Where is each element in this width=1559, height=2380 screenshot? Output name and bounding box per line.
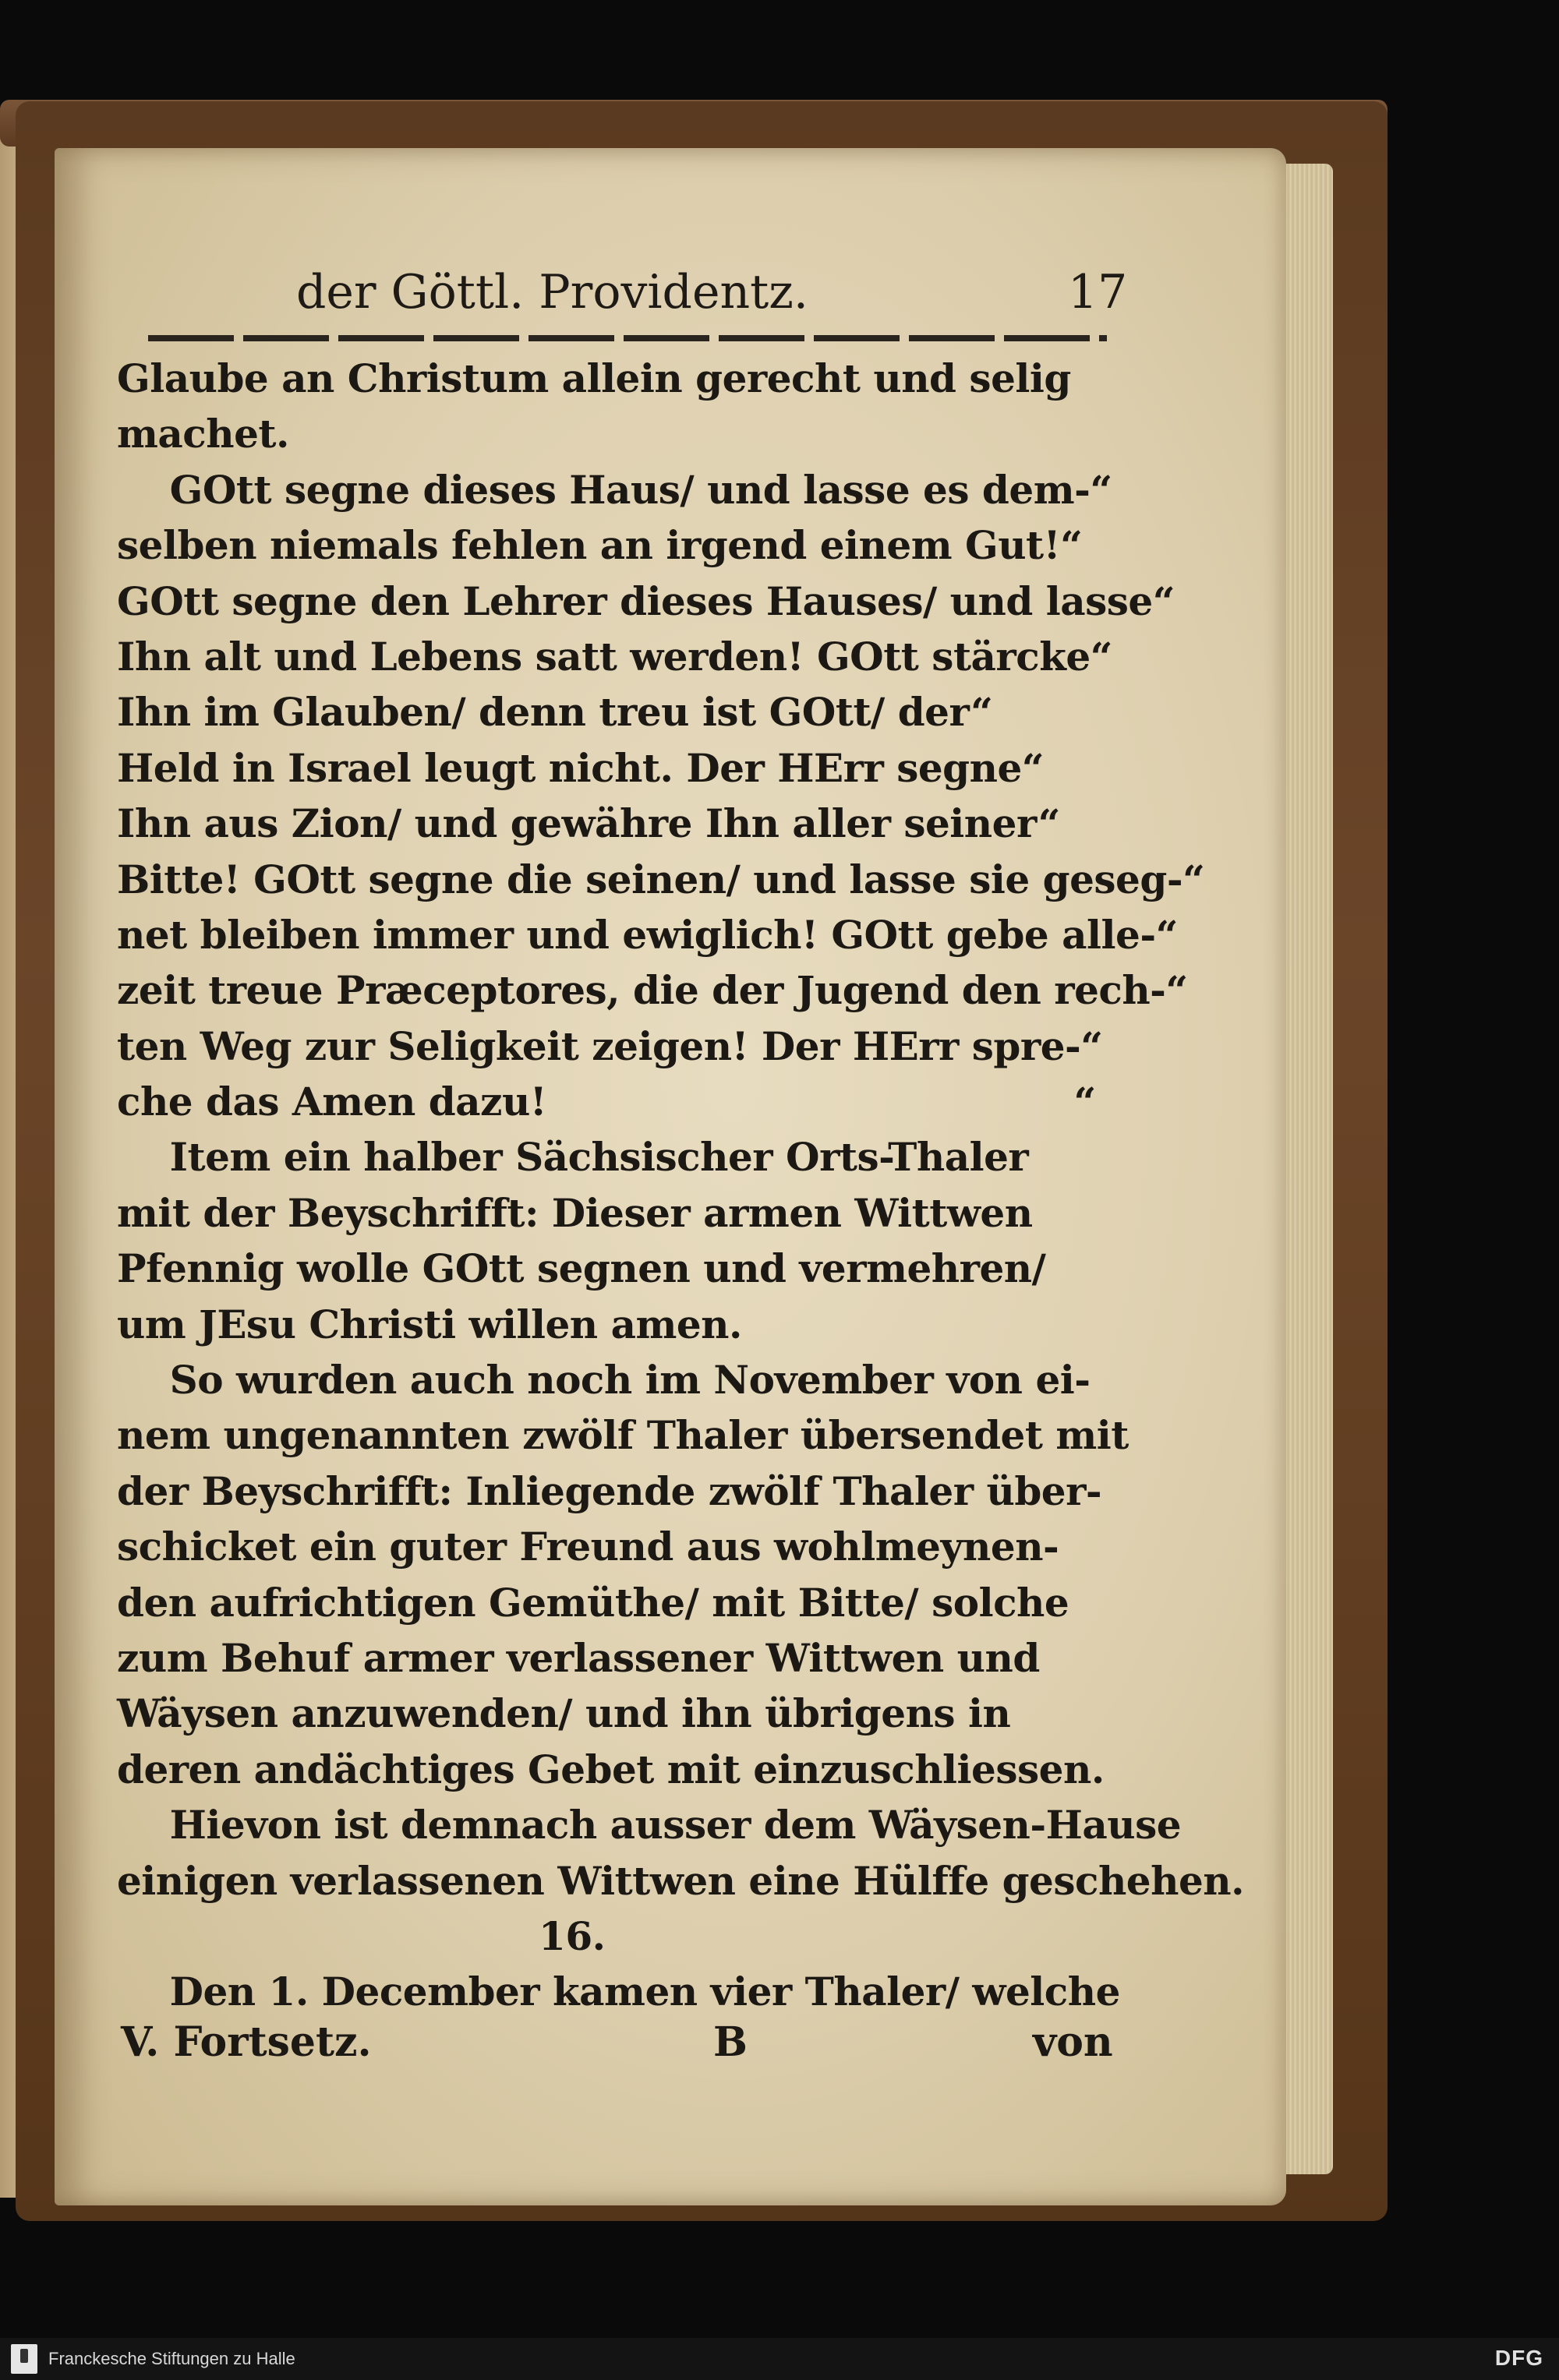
page-footer (121, 2018, 1111, 2081)
text-line: che das Amen dazu! “ (117, 1079, 1096, 1125)
text-line: den aufrichtigen Gemüthe/ mit Bitte/ solche (117, 1579, 1069, 1626)
text-line: Glaube an Christum allein gerecht und selig (117, 355, 1071, 401)
signature-line: V. Fortsetz. (121, 2018, 372, 2066)
running-head: der Göttl. Providentz. (296, 265, 808, 320)
text-line: Item ein halber Sächsischer Orts-Thaler (117, 1134, 1029, 1181)
text-line: 16. (117, 1912, 606, 1959)
text-line: Wäysen anzuwenden/ und ihn übrigens in (117, 1690, 1011, 1737)
text-line: Bitte! GOtt segne die seinen/ und lasse sie geseg-“ (117, 856, 1205, 902)
text-line: net bleiben immer und ewiglich! GOtt gebe alle-“ (117, 911, 1178, 958)
catchword: von (1033, 2018, 1113, 2066)
body-text (117, 351, 1245, 2020)
dfg-logo: DFG (1494, 2346, 1543, 2370)
text-line: zum Behuf armer verlassener Wittwen und (117, 1634, 1040, 1681)
text-line: einigen verlassenen Wittwen eine Hülffe geschehen. (117, 1857, 1245, 1904)
text-line: GOtt segne dieses Haus/ und lasse es dem-“ (117, 466, 1112, 513)
text-line: der Beyschrifft: Inliegende zwölf Thaler über- (117, 1467, 1102, 1514)
text-line: selben niemals fehlen an irgend einem Gut!“ (117, 522, 1083, 569)
text-line: um JEsu Christi willen amen. (117, 1301, 742, 1347)
text-line: zeit treue Præceptores, die der Jugend den rech-“ (117, 967, 1188, 1014)
text-line: deren andächtiges Gebet mit einzuschliessen. (117, 1746, 1105, 1792)
institution-logo-icon (11, 2344, 37, 2374)
page-edges (1286, 164, 1333, 2174)
viewer-footer-bar (0, 2338, 1559, 2380)
page-number: 17 (1068, 265, 1128, 320)
signature-mark: B (713, 2018, 748, 2066)
text-line: machet. (117, 411, 289, 457)
text-line: schicket ein guter Freund aus wohlmeynen- (117, 1524, 1059, 1570)
text-line: mit der Beyschrifft: Dieser armen Wittwen (117, 1189, 1033, 1236)
text-line: nem ungenannten zwölf Thaler übersendet mit (117, 1412, 1129, 1459)
text-line: Held in Israel leugt nicht. Der HErr segne“ (117, 744, 1045, 791)
text-line: Pfennig wolle GOtt segnen und vermehren/ (117, 1245, 1046, 1292)
text-line: Ihn aus Zion/ und gewähre Ihn aller seiner“ (117, 800, 1060, 847)
text-line: Hievon ist demnach ausser dem Wäysen-Hause (117, 1802, 1182, 1849)
text-line: So wurden auch noch im November von ei- (117, 1357, 1091, 1404)
text-line: Ihn im Glauben/ denn treu ist GOtt/ der“ (117, 689, 993, 736)
text-line: ten Weg zur Seligkeit zeigen! Der HErr spre-“ (117, 1022, 1103, 1069)
holding-institution: Franckesche Stiftungen zu Halle (48, 2349, 295, 2368)
text-line: GOtt segne den Lehrer dieses Hauses/ und lasse“ (117, 577, 1175, 624)
text-line: Den 1. December kamen vier Thaler/ welche (117, 1969, 1120, 2015)
text-line: Ihn alt und Lebens satt werden! GOtt stärcke“ (117, 633, 1112, 680)
header-rule (148, 335, 1107, 341)
